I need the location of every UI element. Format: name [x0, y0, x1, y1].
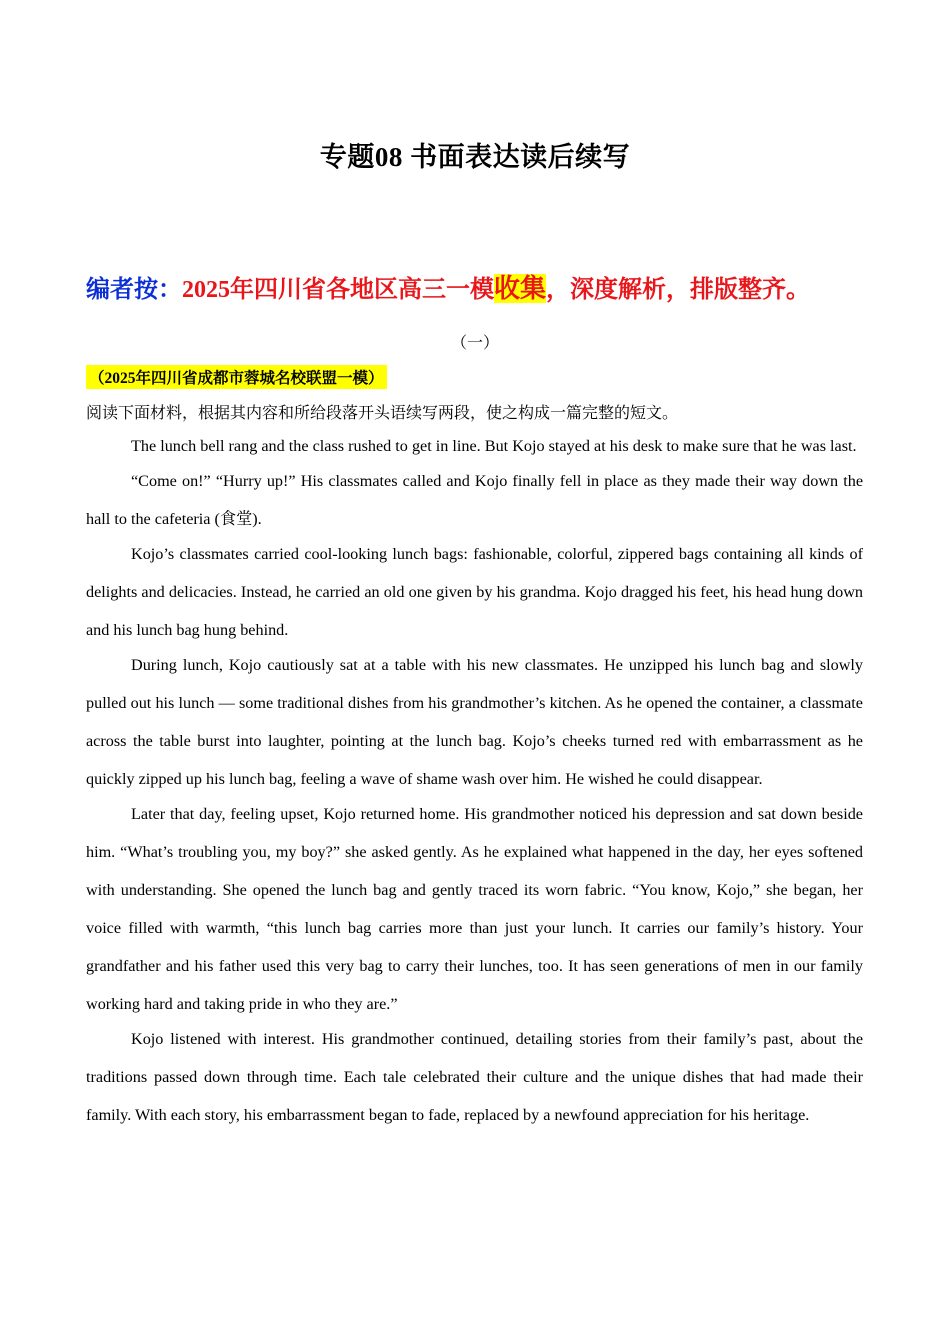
passage — [86, 427, 863, 1131]
editor-note-part2: ，深度解析，排版整齐。 — [546, 277, 811, 303]
page-title: 专题08 书面表达读后续写 — [319, 142, 631, 172]
passage-paragraph: During lunch, Kojo cautiously sat at a table with his new classmates. He unzipped his lunch bag and slowly pulled out his lunch — some traditional dishes from his grandmother’s kitchen. As he opened the container, a classmate across the table burst into laughter, pointing at the lunch bag. Kojo’s cheeks turned red with embarrassment as he quickly zipped up his lunch bag, feeling a wave of shame wash over him. He wished he could disappear. — [86, 656, 863, 788]
editor-note-highlight: 收集 — [494, 274, 547, 303]
source-label: （2025年四川省成都市蓉城名校联盟一模） — [86, 365, 387, 389]
passage-paragraph: “Come on!” “Hurry up!” His classmates called and Kojo finally fell in place as they made their way down the hall to the cafeteria (食堂). — [86, 472, 863, 528]
passage-paragraph: The lunch bell rang and the class rushed to get in line. But Kojo stayed at his desk to make sure that he was last. — [131, 437, 857, 455]
passage-paragraph: Kojo listened with interest. His grandmother continued, detailing stories from their family’s past, about the traditions passed down through time. Each tale celebrated their culture and the unique dishes that had made their family. With each story, his embarrassment began to fade, replaced by a newfound appreciation for his heritage. — [86, 1030, 863, 1124]
instruction-text: 阅读下面材料，根据其内容和所给段落开头语续写两段，使之构成一篇完整的短文。 — [86, 405, 679, 422]
editor-note-part1: 2025年四川省各地区高三一模 — [182, 277, 494, 303]
editor-note-lead: 编者按： — [86, 277, 182, 303]
editor-note — [86, 268, 886, 305]
section-number: （一） — [450, 335, 499, 352]
passage-paragraph: Kojo’s classmates carried cool-looking lunch bags: fashionable, colorful, zippered bags containing all kinds of delights and delicacies. Instead, he carried an old one given by his grandma. Kojo dragged his feet, his head hung down and his lunch bag hung behind. — [86, 545, 863, 639]
passage-paragraph: Later that day, feeling upset, Kojo returned home. His grandmother noticed his depression and sat down beside him. “What’s troubling you, my boy?” she asked gently. As he explained what happened in the day, her eyes softened with understanding. She opened the lunch bag and gently traced its worn fabric. “You know, Kojo,” she began, her voice filled with warmth, “this lunch bag carries more than just your lunch. It carries our family’s history. Your grandfather and his father used this very bag to carry their lunches, too. It has seen generations of men in our family working hard and taking pride in who they are.” — [86, 805, 863, 1013]
